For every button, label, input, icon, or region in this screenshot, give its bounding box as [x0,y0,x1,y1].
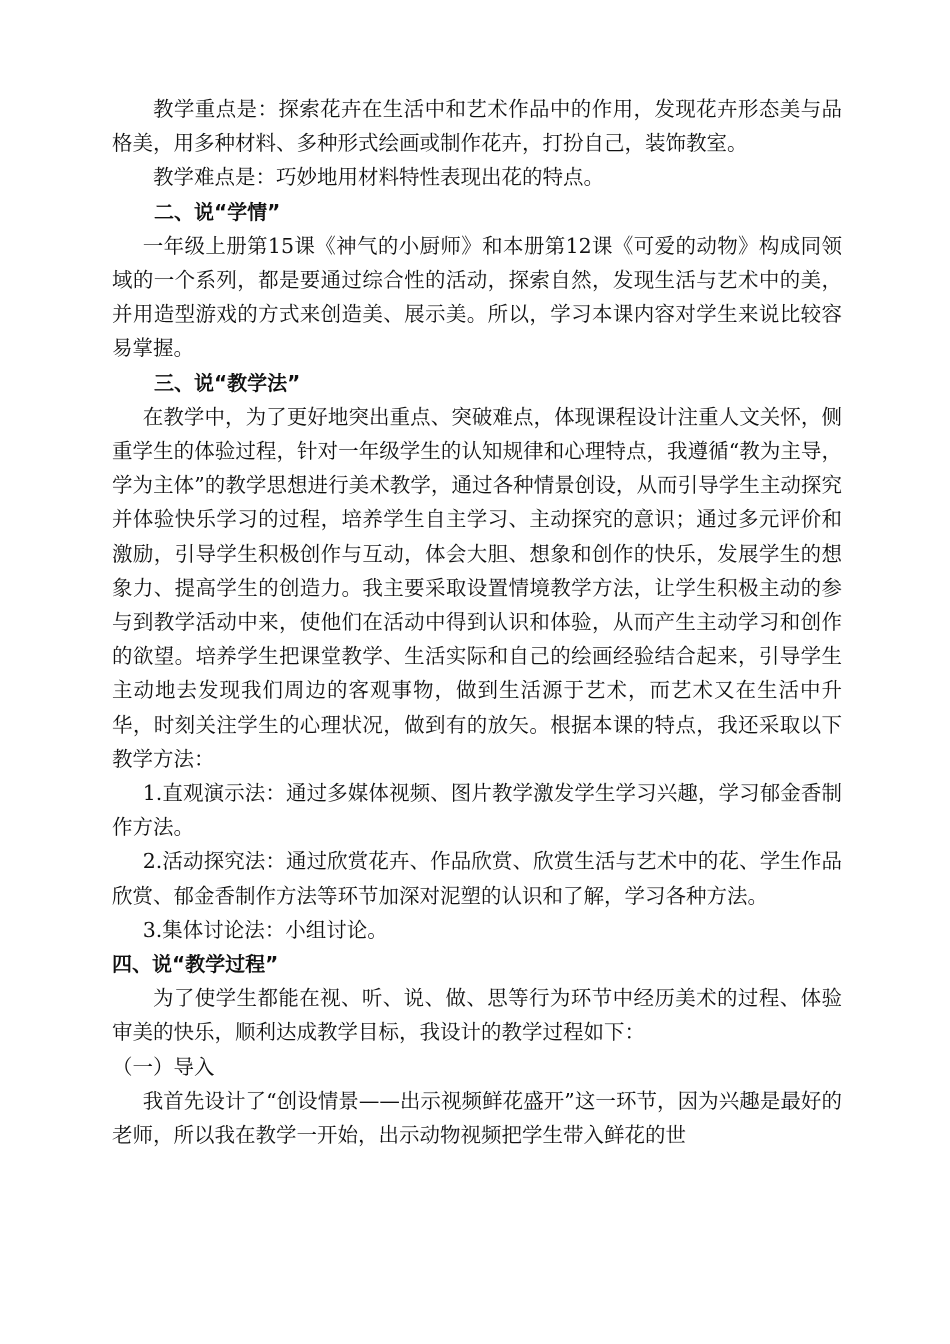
paragraph-process-intro: 为了使学生都能在视、听、说、做、思等行为环节中经历美术的过程、体验审美的快乐，顺利达成教学目标，我设计的教学过程如下： [112,986,842,1045]
section-heading-student-analysis: 二、说“学情” [154,199,281,224]
subheading-introduction: （一）导入 [112,1054,215,1079]
paragraph-methods-intro: 在教学中，为了更好地突出重点、突破难点，体现课程设计注重人文关怀，侧重学生的体验过程，针对一年级学生的认知规律和心理特点，我遵循“教为主导，学为主体”的教学思想进行美术教学，通过各种情景创设，从而引导学生主动探究并体验快乐学习的过程，培养学生自主学习、主动探究的意识；通过多元评价和激励，引导学生积极创作与互动，体会大胆、想象和创作的快乐，发展学生的想象力、提高学生的创造力。我主要采取设置情境教学方法，让学生积极主动的参与到教学活动中来，使他们在活动中得到认识和体验，从而产生主动学习和创作的欲望。培养学生把课堂教学、生活实际和自己的绘画经验结合起来，引导学生主动地去发现我们周边的客观事物，做到生活源于艺术，而艺术又在生活中升华，时刻关注学生的心理状况，做到有的放矢。根据本课的特点，我还采取以下教学方法： [112,404,842,771]
paragraph-method-3: 3.集体讨论法：小组讨论。 [142,917,388,942]
paragraph-method-2: 2.活动探究法：通过欣赏花卉、作品欣赏、欣赏生活与艺术中的花、学生作品欣赏、郁金香制作方法等环节加深对泥塑的认识和了解，学习各种方法。 [112,849,842,908]
paragraph-key-points: 教学重点是：探索花卉在生活中和艺术作品中的作用，发现花卉形态美与品格美，用多种材料、多种形式绘画或制作花卉，打扮自己，装饰教室。 [112,97,842,156]
paragraph-introduction: 我首先设计了“创设情景——出示视频鲜花盛开”这一环节，因为兴趣是最好的老师，所以我在教学一开始，出示动物视频把学生带入鲜花的世 [112,1088,842,1148]
document-page [112,92,842,1152]
section-heading-teaching-process: 四、说“教学过程” [112,952,279,977]
paragraph-method-1: 1.直观演示法：通过多媒体视频、图片教学激发学生学习兴趣，学习郁金香制作方法。 [112,781,842,840]
section-heading-teaching-methods: 三、说“教学法” [154,370,301,395]
paragraph-student-analysis: 一年级上册第15课《神气的小厨师》和本册第12课《可爱的动物》构成同领域的一个系列，都是要通过综合性的活动，探索自然，发现生活与艺术中的美，并用造型游戏的方式来创造美、展示美。所以，学习本课内容对学生来说比较容易掌握。 [112,233,842,361]
paragraph-difficulties: 教学难点是：巧妙地用材料特性表现出花的特点。 [153,165,604,190]
